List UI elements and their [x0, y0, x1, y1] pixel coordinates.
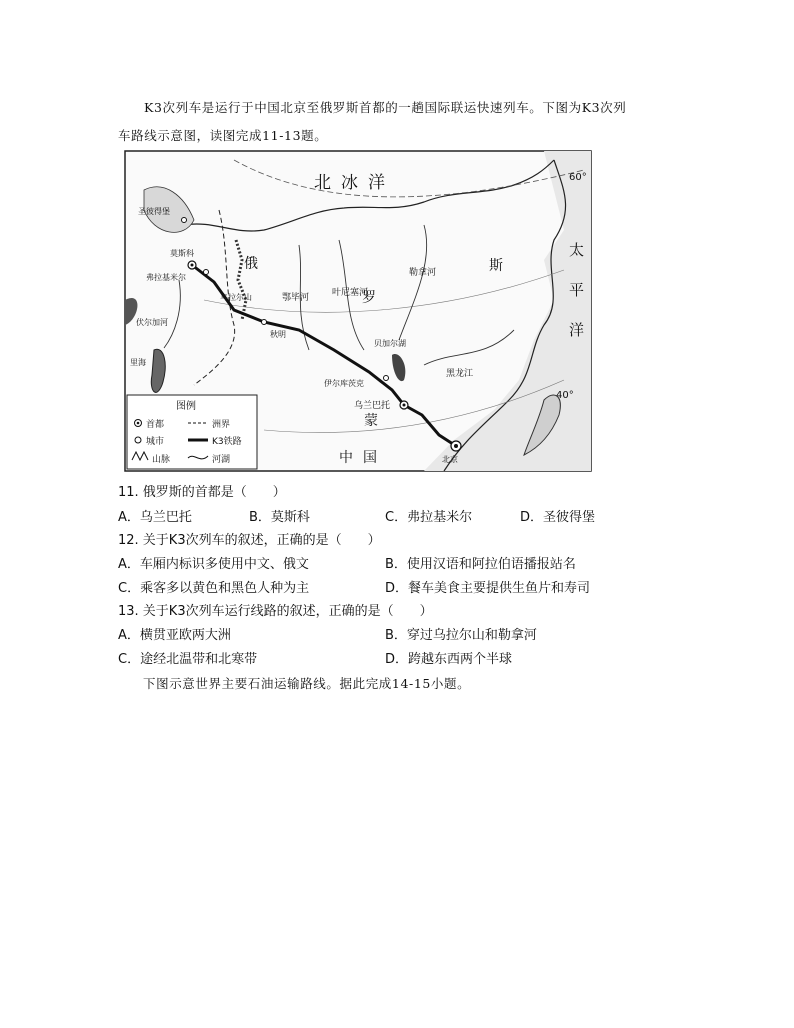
q12-option-c[interactable]: C．乘客多以黄色和黑色人种为主 — [118, 581, 310, 596]
lake-baikal-label: 贝加尔湖 — [374, 339, 406, 348]
tyumen-city-marker — [262, 320, 267, 325]
caspian-sea-label: 里海 — [130, 358, 146, 367]
ocean-pacific-char-1: 太 — [569, 241, 585, 259]
river-lena-label: 勒拿河 — [409, 268, 437, 278]
irkutsk-city-marker — [384, 376, 389, 381]
q11-option-b[interactable]: B．莫斯科 — [249, 510, 310, 525]
legend-river: 河湖 — [212, 455, 231, 465]
map-legend — [127, 395, 257, 469]
vladimir-city-marker — [204, 270, 209, 275]
legend-city-icon — [135, 437, 141, 443]
legend-mountain: 山脉 — [152, 455, 171, 465]
petersburg-city-marker — [182, 218, 187, 223]
city-ulaanbaatar-label: 乌兰巴托 — [354, 401, 391, 411]
question-12-stem: 12. 关于K3次列车的叙述，正确的是（ ） — [118, 533, 381, 548]
latitude-40-label: 40° — [556, 390, 574, 401]
legend-city: 城市 — [146, 437, 165, 447]
q11-option-a[interactable]: A．乌兰巴托 — [118, 510, 192, 525]
river-volga-label: 伏尔加河 — [136, 318, 168, 327]
city-vladimir-label: 弗拉基米尔 — [146, 273, 186, 282]
city-moscow-label: 莫斯科 — [170, 249, 194, 258]
legend-border: 洲界 — [212, 420, 231, 430]
river-yenisei-label: 叶尼塞河 — [332, 288, 369, 298]
city-petersburg-label: 圣彼得堡 — [138, 207, 170, 216]
intro-line-1: K3次列车是运行于中国北京至俄罗斯首都的一趟国际联运快速列车。下图为K3次列 — [144, 100, 627, 115]
q13-option-b[interactable]: B．穿过乌拉尔山和勒拿河 — [385, 628, 537, 643]
intro-paragraph — [118, 94, 678, 150]
q13-option-d[interactable]: D．跨越东西两个半球 — [385, 652, 513, 667]
city-irkutsk-label: 伊尔库茨克 — [324, 379, 364, 388]
q13-option-a[interactable]: A．横贯亚欧两大洲 — [118, 628, 231, 643]
country-russia-char-1: 俄 — [244, 256, 258, 272]
latitude-60-label: 60° — [569, 172, 587, 183]
ural-mountains-label: 乌拉尔山 — [220, 293, 252, 302]
country-china-label: 中国 — [339, 450, 387, 466]
q12-option-b[interactable]: B．使用汉语和阿拉伯语播报站名 — [385, 557, 576, 572]
intro-line-2: 车路线示意图，读图完成11-13题。 — [118, 128, 328, 143]
legend-railway: K3铁路 — [212, 437, 242, 447]
river-amur-label: 黑龙江 — [446, 369, 474, 379]
river-ob-label: 鄂毕河 — [282, 293, 310, 303]
question-13-stem: 13. 关于K3次列车运行线路的叙述，正确的是（ ） — [118, 604, 433, 619]
q12-option-a[interactable]: A．车厢内标识多使用中文、俄文 — [118, 557, 309, 572]
question-11-stem: 11. 俄罗斯的首都是（ ） — [118, 485, 286, 500]
city-beijing-label: 北京 — [442, 455, 458, 464]
city-tyumen-label: 秋明 — [270, 330, 286, 339]
q11-option-d[interactable]: D．圣彼得堡 — [520, 510, 596, 525]
country-russia-char-2: 罗 — [362, 290, 376, 306]
ocean-pacific-char-3: 洋 — [569, 321, 585, 339]
legend-capital: 首都 — [146, 420, 165, 430]
k3-route-map — [124, 150, 592, 472]
outro-text: 下图示意世界主要石油运输路线。据此完成14-15小题。 — [143, 676, 471, 691]
ocean-pacific-char-2: 平 — [569, 281, 585, 299]
ocean-arctic-label: 北冰洋 — [314, 173, 395, 193]
q11-option-c[interactable]: C．弗拉基米尔 — [385, 510, 473, 525]
legend-title: 图例 — [176, 401, 196, 412]
q13-option-c[interactable]: C．途经北温带和北寒带 — [118, 652, 258, 667]
country-russia-char-3: 斯 — [489, 258, 503, 274]
country-mongolia-label: 蒙 — [364, 413, 378, 429]
q12-option-d[interactable]: D．餐车美食主要提供生鱼片和寿司 — [385, 581, 591, 596]
